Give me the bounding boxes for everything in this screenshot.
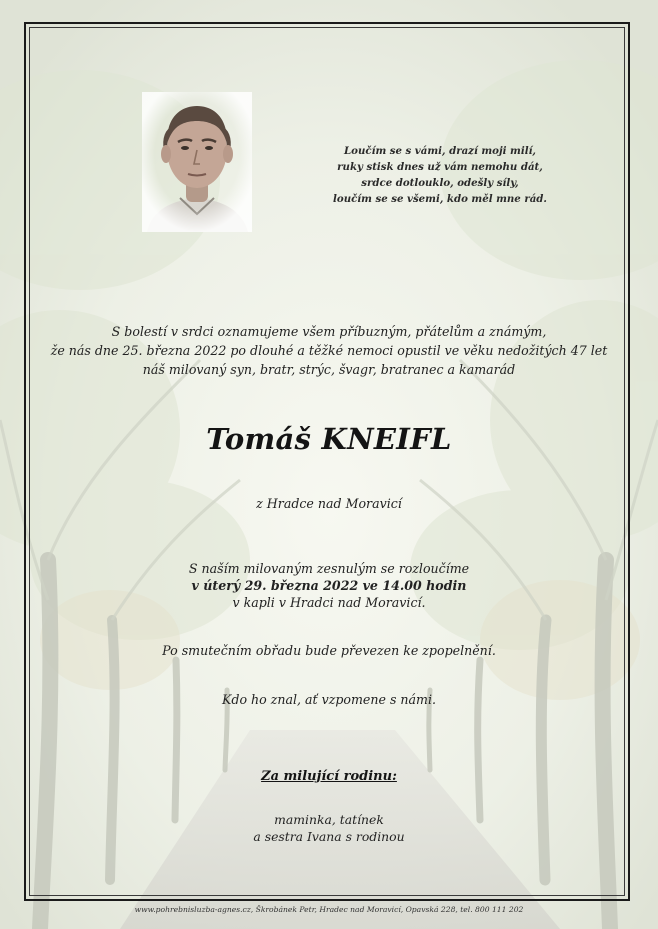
cremation-note: Po smutečním obřadu bude převezen ke zpopelnění.	[162, 643, 496, 658]
announcement-line: že nás dne 25. března 2022 po dlouhé a těžké nemoci opustil ve věku nedožitých 47 let	[50, 343, 608, 358]
funeral-service-footer: www.pohrebnisluzba-agnes.cz, Škrobánek Petr, Hradec nad Moravicí, Opavská 228, tel. 800 111 202	[134, 905, 524, 914]
poem-line: Loučím se s vámi, drazí moji milí,	[344, 145, 536, 157]
announcement-line: náš milovaný syn, bratr, strýc, švagr, bratranec a kamarád	[142, 362, 516, 377]
deceased-name: Tomáš KNEIFL	[206, 422, 452, 456]
death-announcement	[40, 322, 618, 379]
poem-line: srdce dotlouklo, odešly síly,	[361, 177, 519, 189]
ceremony-details	[40, 560, 618, 611]
family-line: a sestra Ivana s rodinou	[253, 829, 405, 844]
family-heading: Za milující rodinu:	[261, 769, 397, 784]
poem-line: ruky stisk dnes už vám nemohu dát,	[337, 161, 543, 173]
announcement-line: S bolestí v srdci oznamujeme všem příbuzným, přátelům a známým,	[111, 324, 547, 339]
family-members	[40, 811, 618, 845]
deceased-origin: z Hradce nad Moravicí	[256, 496, 402, 511]
poem-line: loučím se se všemi, kdo měl mne rád.	[333, 193, 547, 205]
ceremony-date-time: v úterý 29. března 2022 ve 14.00 hodin	[191, 578, 467, 593]
farewell-poem	[320, 143, 560, 207]
family-line: maminka, tatínek	[274, 812, 384, 827]
ceremony-intro: S naším milovaným zesnulým se rozloučíme	[188, 561, 470, 576]
remember-note: Kdo ho znal, ať vzpomene s námi.	[221, 692, 437, 707]
portrait-photo	[142, 92, 252, 232]
ceremony-place: v kapli v Hradci nad Moravicí.	[232, 595, 426, 610]
